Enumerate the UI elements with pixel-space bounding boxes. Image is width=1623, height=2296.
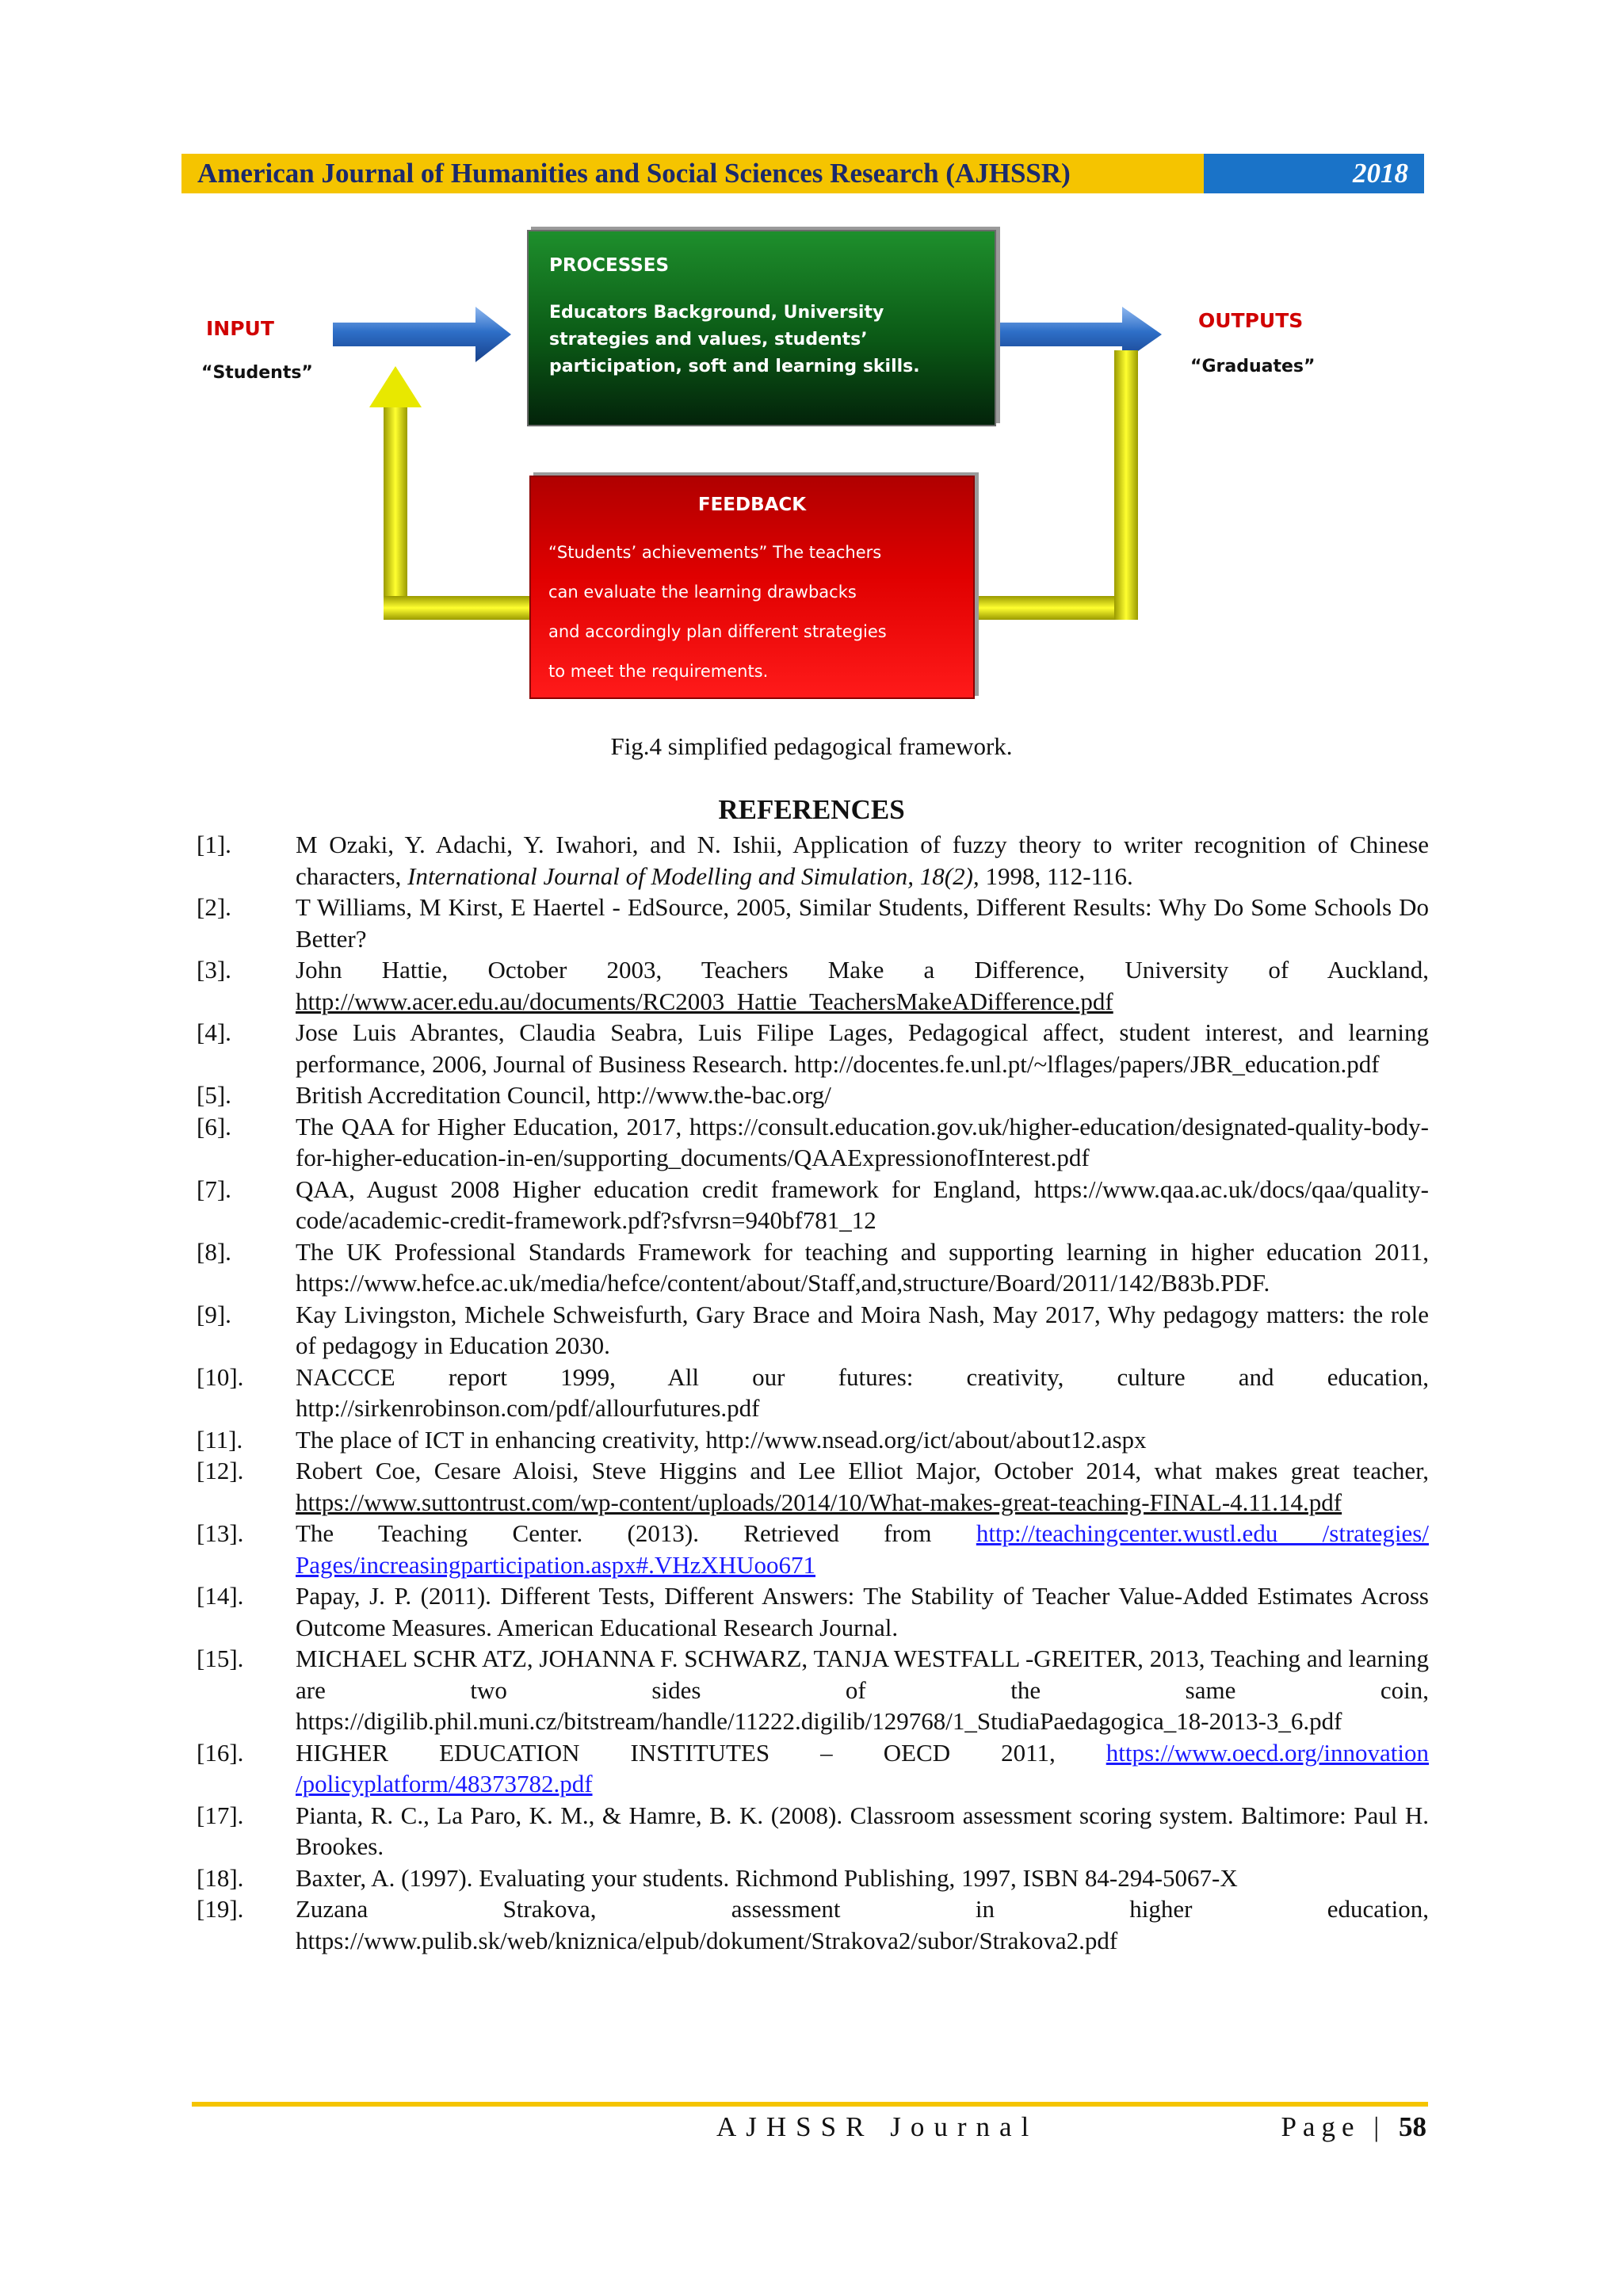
reference-text-end: 1998, 112-116. [979, 861, 1133, 890]
reference-item [197, 1455, 1429, 1518]
reference-text: The QAA for Higher Education, 2017, https://consult.education.gov.uk/higher-education/designated-quality-body-for-higher-education-in-en/supporting_documents/QAAExpressionofInterest.pdf [296, 1112, 1429, 1171]
reference-link[interactable]: https://www.oecd.org/innovation /policyplatform/48373782.pdf [296, 1738, 1429, 1797]
journal-year: 2018 [1353, 158, 1408, 189]
feedback-line: can evaluate the learning drawbacks [548, 583, 857, 602]
references-heading: REFERENCES [718, 794, 905, 825]
reference-item [197, 1862, 1429, 1894]
processes-text [549, 300, 974, 380]
processes-box [527, 230, 996, 426]
footer-page-label: Page | [1281, 2111, 1386, 2142]
reference-text: T Williams, M Kirst, E Haertel - EdSource, 2005, Similar Students, Different Results: Why Do Some Schools Do Better? [296, 893, 1429, 953]
reference-number: [19]. [197, 1895, 244, 1923]
reference-text: MICHAEL SCHR ATZ, JOHANNA F. SCHWARZ, TANJA WESTFALL -GREITER, 2013, Teaching and learning are two sides of the same coin, https://digilib.phil.muni.cz/bitstream/handle/11222.digilib/129768/1_StudiaPaedagogica_18-2013-3_6.pdf [296, 1645, 1429, 1735]
reference-number: [16]. [197, 1738, 244, 1767]
graduates-label: “Graduates” [1190, 357, 1316, 376]
reference-text: NACCCE report 1999, All our futures: creativity, culture and education, http://sirkenrobinson.com/pdf/allourfutures.pdf [296, 1362, 1429, 1422]
reference-item [197, 1236, 1429, 1299]
students-label: “Students” [201, 363, 313, 383]
reference-number: [1]. [197, 831, 231, 858]
feedback-line: “Students’ achievements” The teachers [548, 543, 882, 562]
outputs-label: OUTPUTS [1198, 309, 1304, 332]
reference-item [197, 1737, 1429, 1800]
reference-text: M Ozaki, Y. Adachi, Y. Iwahori, and N. Ishii, Application of fuzzy theory to writer recognition of Chinese characters, [296, 831, 1429, 890]
footer-page [1281, 2111, 1426, 2143]
reference-number: [4]. [197, 1018, 231, 1046]
reference-text: Zuzana Strakova, assessment in higher education, https://www.pulib.sk/web/kniznica/elpub/dokument/Strakova2/subor/Strakova2.pdf [296, 1895, 1429, 1954]
reference-item [197, 1111, 1429, 1174]
reference-text: Pianta, R. C., La Paro, K. M., & Hamre, B. K. (2008). Classroom assessment scoring system. Baltimore: Paul H. Brookes. [296, 1801, 1429, 1860]
reference-number: [6]. [197, 1112, 231, 1140]
page-number: 58 [1399, 2111, 1426, 2142]
pedagogical-framework-diagram [190, 223, 1426, 715]
reference-number: [13]. [197, 1519, 244, 1547]
figure-caption: Fig.4 simplified pedagogical framework. [610, 732, 1013, 760]
feedback-text [548, 533, 956, 691]
reference-text: The place of ICT in enhancing creativity, http://www.nsead.org/ict/about/about12.aspx [296, 1425, 1147, 1454]
reference-item [197, 1643, 1429, 1737]
reference-text: Robert Coe, Cesare Aloisi, Steve Higgins and Lee Elliot Major, October 2014, what makes great teacher, [296, 1457, 1429, 1484]
reference-item [197, 1079, 1429, 1111]
reference-item [197, 1017, 1429, 1079]
processes-line: participation, soft and learning skills. [549, 357, 920, 376]
reference-item [197, 1299, 1429, 1362]
reference-text: Baxter, A. (1997). Evaluating your students. Richmond Publishing, 1997, ISBN 84-294-5067-X [296, 1863, 1238, 1892]
reference-number: [10]. [197, 1362, 244, 1391]
reference-text: The Teaching Center. (2013). Retrieved from [296, 1519, 976, 1547]
journal-header [181, 154, 1424, 193]
feedback-title: FEEDBACK [697, 495, 807, 515]
reference-item [197, 1174, 1429, 1236]
footer-rule [192, 2102, 1428, 2107]
reference-journal: International Journal of Modelling and Simulation, 18(2), [407, 861, 980, 890]
reference-item [197, 1362, 1429, 1424]
reference-number: [12]. [197, 1457, 244, 1484]
references-list [197, 829, 1429, 1956]
reference-text: British Accreditation Council, http://www.the-bac.org/ [296, 1081, 831, 1109]
input-label: INPUT [206, 317, 274, 340]
reference-number: [5]. [197, 1081, 231, 1109]
reference-item [197, 1580, 1429, 1643]
processes-title: PROCESSES [549, 255, 670, 276]
feedback-loop-right-horizontal [975, 596, 1138, 620]
reference-number: [3]. [197, 956, 231, 984]
reference-number: [17]. [197, 1801, 244, 1829]
reference-number: [8]. [197, 1237, 231, 1266]
reference-number: [15]. [197, 1645, 244, 1672]
reference-number: [11]. [197, 1425, 243, 1454]
reference-number: [7]. [197, 1175, 231, 1203]
journal-title: American Journal of Humanities and Social Sciences Research (AJHSSR) [197, 158, 1071, 189]
reference-text: The UK Professional Standards Framework for teaching and supporting learning in higher education 2011, https://www.hefce.ac.uk/media/hefce/content/about/Staff,and,structure/Board/2011/142/B83b.PDF. [296, 1237, 1429, 1297]
reference-text: QAA, August 2008 Higher education credit framework for England, https://www.qaa.ac.uk/docs/qaa/quality-code/academic-credit-framework.pdf?sfvrsn=940bf781_12 [296, 1175, 1429, 1234]
reference-link[interactable]: http://teachingcenter.wustl.edu /strategies/ Pages/increasingparticipation.aspx#.VHzXHUoo671 [296, 1519, 1429, 1579]
reference-text: Kay Livingston, Michele Schweisfurth, Gary Brace and Moira Nash, May 2017, Why pedagogy matters: the role of pedagogy in Education 2030. [296, 1300, 1429, 1359]
processes-line: Educators Background, University [549, 303, 884, 323]
feedback-line: and accordingly plan different strategies [548, 622, 887, 641]
feedback-line: to meet the requirements. [548, 662, 769, 681]
reference-number: [14]. [197, 1582, 244, 1610]
reference-text: Jose Luis Abrantes, Claudia Seabra, Luis Filipe Lages, Pedagogical affect, student interest, and learning performance, 2006, Journal of Business Research. http://docentes.fe.unl.pt/~lflages/papers/JBR_education.pdf [296, 1018, 1429, 1078]
reference-item [197, 892, 1429, 954]
reference-item [197, 1424, 1429, 1456]
journal-year-bar [1204, 154, 1424, 193]
reference-text: John Hattie, October 2003, Teachers Make a Difference, University of Auckland, [296, 956, 1429, 984]
feedback-up-arrowhead [369, 366, 422, 407]
feedback-loop-left-horizontal [384, 596, 531, 620]
processes-line: strategies and values, students’ [549, 330, 868, 350]
reference-number: [9]. [197, 1300, 231, 1328]
reference-item [197, 1800, 1429, 1862]
reference-number: [18]. [197, 1863, 244, 1892]
reference-text: Papay, J. P. (2011). Different Tests, Different Answers: The Stability of Teacher Value-Added Estimates Across Outcome Measures. American Educational Research Journal. [296, 1582, 1429, 1641]
feedback-loop-right-vertical [1114, 350, 1138, 620]
input-arrow [333, 307, 511, 362]
reference-text: HIGHER EDUCATION INSTITUTES – OECD 2011, [296, 1738, 1106, 1767]
feedback-loop-left-vertical [384, 406, 407, 618]
reference-url[interactable]: https://www.suttontrust.com/wp-content/uploads/2014/10/What-makes-great-teaching-FINAL-4.11.14.pdf [296, 1488, 1342, 1516]
footer-journal-name: AJHSSR Journal [716, 2111, 1039, 2142]
journal-title-bar [181, 154, 1204, 193]
reference-url[interactable]: http://www.acer.edu.au/documents/RC2003_Hattie_TeachersMakeADifference.pdf [296, 987, 1113, 1015]
reference-item [197, 1893, 1429, 1956]
reference-item [197, 829, 1429, 892]
reference-item [197, 1518, 1429, 1580]
reference-item [197, 954, 1429, 1017]
reference-number: [2]. [197, 893, 231, 921]
feedback-box [529, 476, 975, 699]
